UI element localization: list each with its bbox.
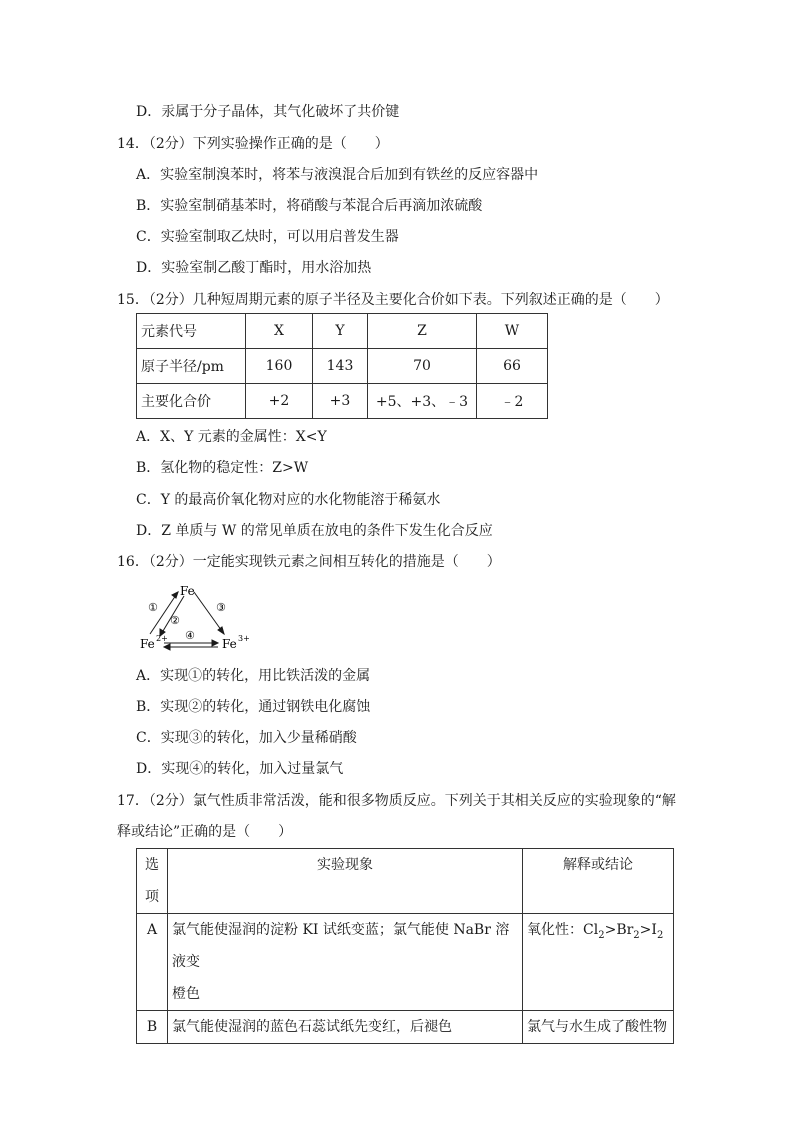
q17-stem-line2: 释或结论”正确的是（ ） xyxy=(117,824,293,840)
table-cell xyxy=(168,914,523,1011)
table-cell: X xyxy=(246,314,313,349)
table-header-row xyxy=(137,314,548,349)
fe3-charge: 3+ xyxy=(238,634,250,643)
header-option-line1: 选 xyxy=(145,857,159,873)
table-cell: Z xyxy=(368,314,477,349)
phenomenon-line1: 氯气能使湿润的淀粉 KI 试纸变蓝；氯气能使 NaBr 溶液变 xyxy=(172,922,510,970)
formula-i: I xyxy=(651,922,657,938)
q15-option-b: B．氢化物的稳定性：Z>W xyxy=(136,460,309,476)
q15-table xyxy=(136,313,548,419)
table-cell: 元素代号 xyxy=(137,314,246,349)
phenomenon-line2: 橙色 xyxy=(172,986,200,1002)
table-cell: Y xyxy=(313,314,368,349)
table-cell: 实验现象 xyxy=(168,849,523,914)
q16-option-a: A．实现①的转化，用比铁活泼的金属 xyxy=(136,668,371,684)
formula-br: Br xyxy=(616,922,634,938)
q14-option-d: D．实验室制乙酸丁酯时，用水浴加热 xyxy=(136,260,372,276)
q17-table xyxy=(136,848,674,1044)
q16-option-d: D．实现④的转化，加入过量氯气 xyxy=(136,761,344,777)
table-row xyxy=(137,1011,674,1044)
table-cell xyxy=(137,849,168,914)
arrowhead-4-back xyxy=(164,644,170,650)
mark-3: ③ xyxy=(216,601,226,614)
formula-cl: Cl xyxy=(583,922,599,938)
iron-conversion-diagram xyxy=(138,582,258,652)
gt-sign: > xyxy=(604,922,617,938)
table-row xyxy=(137,914,674,1011)
fe2-label: Fe xyxy=(140,637,155,651)
arrowhead-3 xyxy=(218,627,224,634)
table-cell: 143 xyxy=(313,349,368,384)
fe-top-label: Fe xyxy=(180,584,195,598)
table-cell: +2 xyxy=(246,384,313,419)
table-cell: B xyxy=(137,1011,168,1044)
table-cell: 解释或结论 xyxy=(523,849,674,914)
q14-stem: 14．（2分）下列实验操作正确的是（ ） xyxy=(117,136,389,152)
fe2-charge: 2+ xyxy=(156,634,168,643)
mark-4: ④ xyxy=(185,629,195,642)
q17-stem-line1: 17．（2分）氯气性质非常活泼，能和很多物质反应。下列关于其相关反应的实验现象的“解 xyxy=(117,793,676,809)
arrowhead-1 xyxy=(172,592,178,598)
table-row xyxy=(137,384,548,419)
table-cell: +5、+3、﹣3 xyxy=(368,384,477,419)
q15-option-a: A．X、Y 元素的金属性：X<Y xyxy=(136,429,327,445)
table-cell: A xyxy=(137,914,168,1011)
q14-option-c: C．实验室制取乙炔时，可以用启普发生器 xyxy=(136,229,399,245)
mark-1: ① xyxy=(148,601,158,614)
q14-option-b: B．实验室制硝基苯时，将硝酸与苯混合后再滴加浓硫酸 xyxy=(136,198,483,214)
table-cell: 原子半径/pm xyxy=(137,349,246,384)
subscript: 2 xyxy=(633,929,640,941)
table-cell xyxy=(523,914,674,1011)
q15-stem: 15．（2分）几种短周期元素的原子半径及主要化合价如下表。下列叙述正确的是（ ） xyxy=(117,292,669,308)
fe3-label: Fe xyxy=(222,637,237,651)
table-cell: ﹣2 xyxy=(477,384,548,419)
q16-option-c: C．实现③的转化，加入少量稀硝酸 xyxy=(136,730,357,746)
table-cell: 氯气与水生成了酸性物 xyxy=(523,1011,674,1044)
header-option-line2: 项 xyxy=(145,889,159,905)
q14-option-a: A．实验室制溴苯时，将苯与液溴混合后加到有铁丝的反应容器中 xyxy=(136,167,539,183)
table-cell: 主要化合价 xyxy=(137,384,246,419)
table-cell: 氯气能使湿润的蓝色石蕊试纸先变红，后褪色 xyxy=(168,1011,523,1044)
q15-option-c: C．Y 的最高价氧化物对应的水化物能溶于稀氨水 xyxy=(136,492,441,508)
arrowhead-4-forward xyxy=(212,640,218,646)
q15-option-d: D．Z 单质与 W 的常见单质在放电的条件下发生化合反应 xyxy=(136,523,493,539)
mark-2: ② xyxy=(170,614,180,627)
table-row xyxy=(137,349,548,384)
table-cell: 66 xyxy=(477,349,548,384)
subscript: 2 xyxy=(656,929,664,941)
table-cell: 160 xyxy=(246,349,313,384)
q13-option-d: D．汞属于分子晶体，其气化破坏了共价键 xyxy=(136,104,400,120)
conclusion-prefix: 氧化性： xyxy=(527,922,583,938)
table-header-row xyxy=(137,849,674,914)
subscript: 2 xyxy=(598,929,605,941)
table-cell: W xyxy=(477,314,548,349)
table-cell: +3 xyxy=(313,384,368,419)
gt-sign: > xyxy=(639,922,652,938)
q16-option-b: B．实现②的转化，通过钢铁电化腐蚀 xyxy=(136,699,371,715)
q16-stem: 16．（2分）一定能实现铁元素之间相互转化的措施是（ ） xyxy=(117,554,501,570)
table-cell: 70 xyxy=(368,349,477,384)
